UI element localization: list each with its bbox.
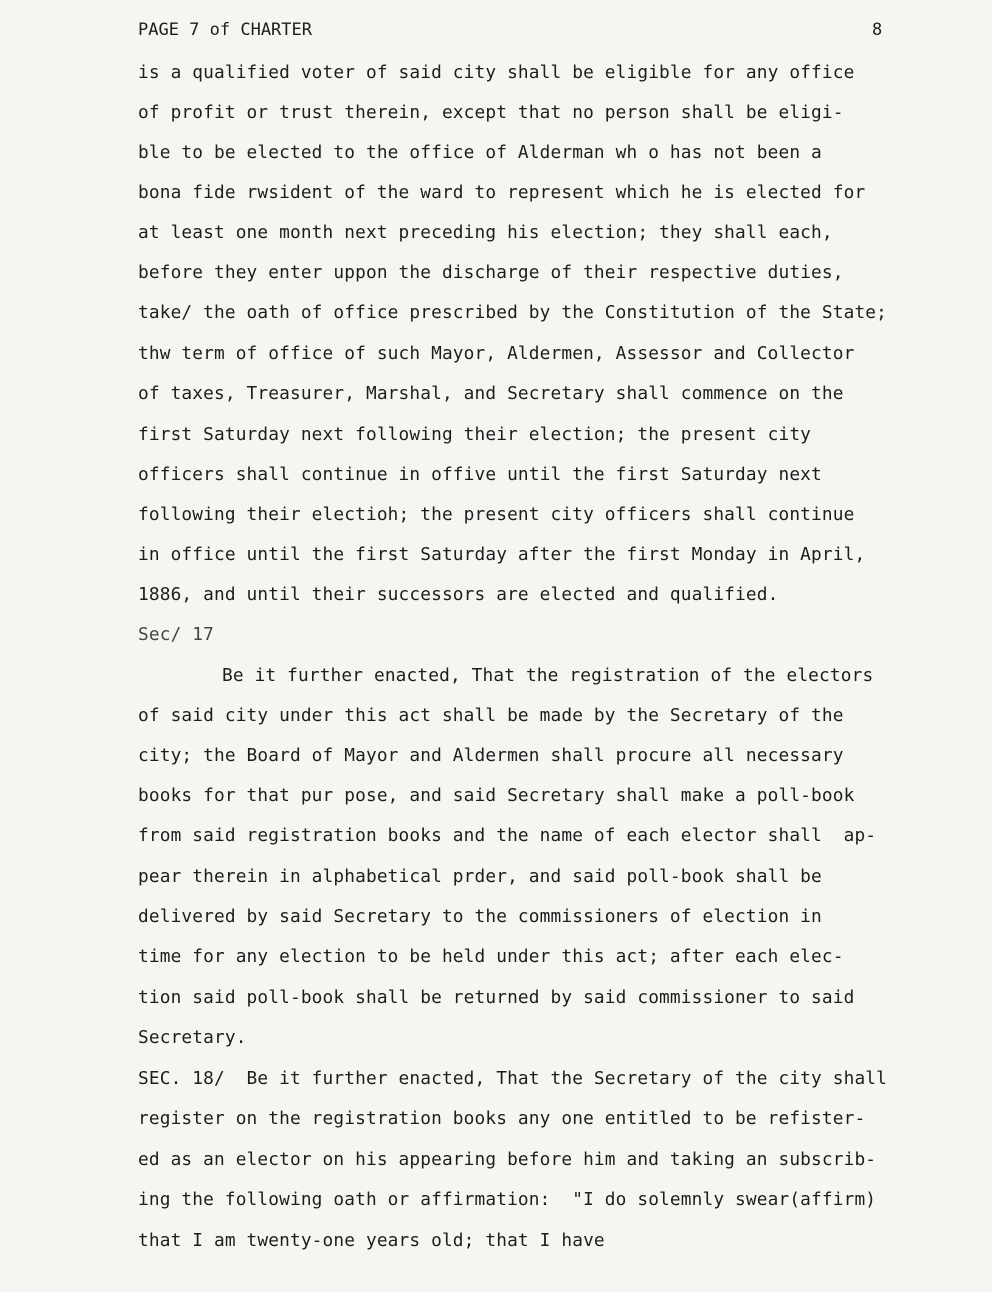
text-line: pear therein in alphabetical prder, and said poll-book shall be: [138, 866, 822, 887]
text-line: tion said poll-book shall be returned by said commissioner to said: [138, 987, 855, 1008]
text-line: is a qualified voter of said city shall be eligible for any office: [138, 62, 855, 83]
text-line: delivered by said Secretary to the commissioners of election in: [138, 906, 822, 927]
text-line: at least one month next preceding his election; they shall each,: [138, 222, 833, 243]
text-line: thw term of office of such Mayor, Aldermen, Assessor and Collector: [138, 343, 855, 364]
text-line: bona fide rwsident of the ward to represent which he is elected for: [138, 182, 866, 203]
text-line: Be it further enacted, That the registration of the electors: [222, 665, 874, 686]
text-line: city; the Board of Mayor and Aldermen shall procure all necessary: [138, 745, 844, 766]
text-line: of taxes, Treasurer, Marshal, and Secretary shall commence on the: [138, 383, 844, 404]
text-line: register on the registration books any one entitled to be refister-: [138, 1108, 866, 1129]
text-line: from said registration books and the name of each elector shall ap-: [138, 825, 877, 846]
text-line: Secretary.: [138, 1027, 247, 1048]
text-line: of profit or trust therein, except that no person shall be eligi-: [138, 102, 844, 123]
text-line: that I am twenty-one years old; that I have: [138, 1230, 605, 1251]
text-line: take/ the oath of office prescribed by the Constitution of the State;: [138, 302, 888, 323]
text-line: first Saturday next following their election; the present city: [138, 424, 812, 445]
page-header: PAGE 7 of CHARTER: [138, 20, 312, 40]
text-line: in office until the first Saturday after the first Monday in April,: [138, 544, 866, 565]
text-line: time for any election to be held under this act; after each elec-: [138, 946, 844, 967]
text-line: 1886, and until their successors are elected and qualified.: [138, 584, 779, 605]
text-line: ed as an elector on his appearing before him and taking an subscrib-: [138, 1149, 877, 1170]
text-line: ing the following oath or affirmation: "I do solemnly swear(affirm): [138, 1189, 877, 1210]
text-line: following their electioh; the present city officers shall continue: [138, 504, 855, 525]
text-line: ble to be elected to the office of Alderman wh o has not been a: [138, 142, 822, 163]
text-line: of said city under this act shall be made by the Secretary of the: [138, 705, 844, 726]
section-label: Sec/ 17: [138, 624, 214, 645]
page-number: 8: [872, 20, 883, 40]
text-line: books for that pur pose, and said Secretary shall make a poll-book: [138, 785, 855, 806]
text-line: before they enter uppon the discharge of their respective duties,: [138, 262, 844, 283]
section-heading-line: SEC. 18/ Be it further enacted, That the Secretary of the city shall: [138, 1068, 888, 1089]
text-line: officers shall continue in offive until the first Saturday next: [138, 464, 822, 485]
